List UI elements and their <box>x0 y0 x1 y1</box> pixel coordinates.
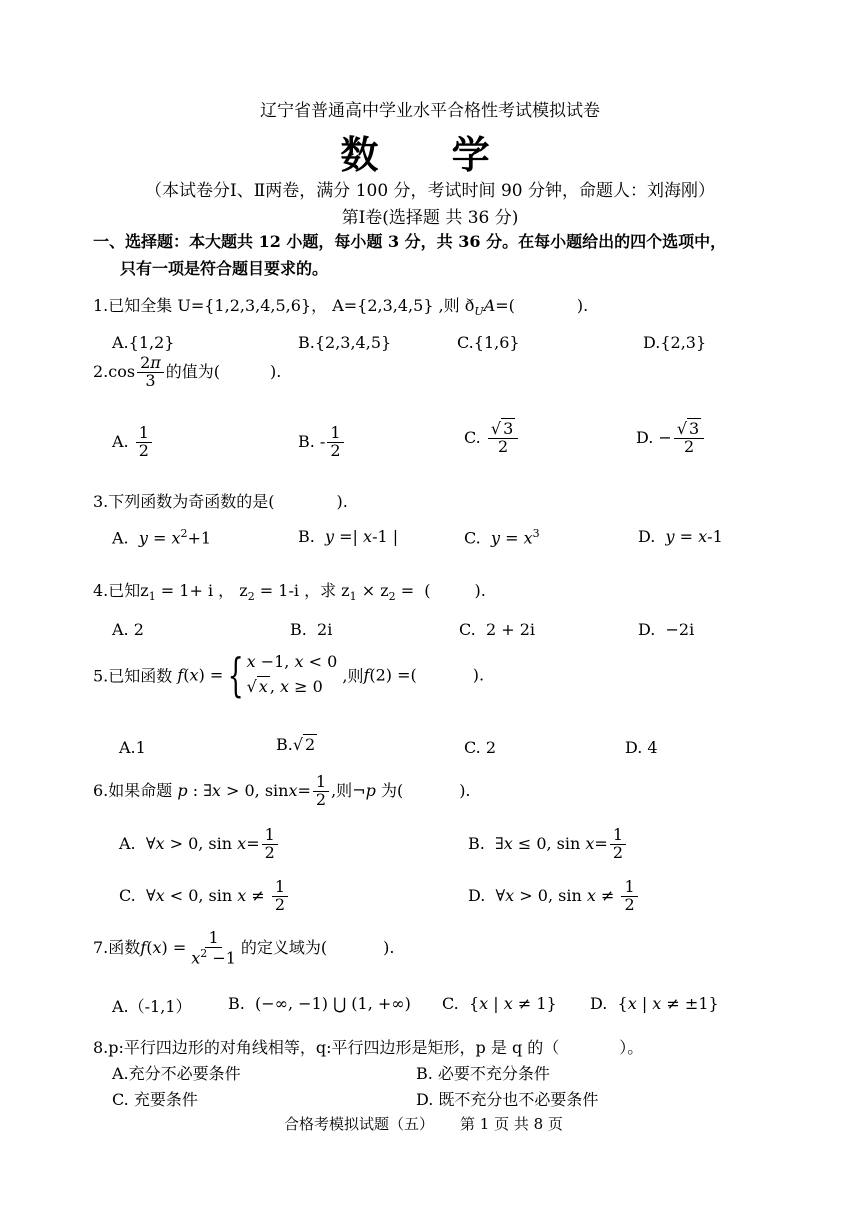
question-1-stem: 1.已知全集 U={1,2,3,4,5,6}， A={2,3,4,5} ,则 $ð_UA=$( ). <box>93 296 589 319</box>
q5-option-d: D. 4 <box>625 738 658 757</box>
q2-option-a: A. $\frac{1}{2}$ <box>112 425 154 460</box>
q5-option-a: A.1 <box>119 738 146 757</box>
question-3-stem: 3.下列函数为奇函数的是( ). <box>93 492 348 511</box>
q4-option-c: C. 2 + 2i <box>459 620 535 639</box>
complement-expression: $ð_UA$ <box>464 296 496 319</box>
q7-option-c: C. {x | x ≠ 1} <box>442 994 557 1013</box>
section-heading-line1: 一、选择题：本大题共 12 小题，每小题 3 分，共 36 分。在每小题给出的四个选项中， <box>93 232 727 251</box>
q1-option-b: B.{2,3,4,5} <box>298 333 392 352</box>
question-4-stem: 4.已知$z_1 = 1+ i$ ， $z_2 = 1-i$ ，求 $z_1 \times z_2$ = ( ). <box>93 581 486 604</box>
q2-option-c: C. $\frac{√ 3}{2}$ <box>464 421 520 456</box>
q3-option-c: C. $y = x^3$ <box>464 527 540 548</box>
q2-option-d: D. − $\frac{√ 3}{2}$ <box>636 421 706 456</box>
part-title: 第Ⅰ卷(选择题 共 36 分) <box>341 208 519 228</box>
q4-option-a: A. 2 <box>112 620 144 639</box>
q6-option-a: A. ∀x > 0, sin x= $\frac{1}{2}$ <box>119 827 280 862</box>
q3-option-b: B. y =| x-1 | <box>298 527 399 546</box>
q7-option-a: A.（-1,1） <box>112 997 192 1016</box>
q6-option-c: C. ∀x < 0, sin x ≠ $\frac{1}{2}$ <box>119 879 290 914</box>
q5-option-c: C. 2 <box>464 738 497 757</box>
question-7-stem: 7.函数f(x) = $\frac{1}{x^2 -1}$ 的定义域为( ). <box>93 928 395 968</box>
exam-info: （本试卷分Ⅰ、Ⅱ两卷，满分 100 分，考试时间 90 分钟，命题人：刘海刚） <box>145 181 715 201</box>
q1-option-c: C.{1,6} <box>457 333 520 352</box>
q1-option-d: D.{2,3} <box>643 333 707 352</box>
question-8-stem: 8.p:平行四边形的对角线相等，q:平行四边形是矩形，p 是 q 的（ ）。 <box>93 1038 644 1057</box>
q3-option-a: A. $y = x^2+1$ <box>112 527 212 548</box>
section-heading-line2: 只有一项是符合题目要求的。 <box>120 259 329 278</box>
q6-option-b: B. ∃x ≤ 0, sin x= $\frac{1}{2}$ <box>468 827 628 862</box>
q3-option-d: D. y = x-1 <box>638 527 723 546</box>
question-5-stem: 5.已知函数 f(x) ={ x −1, x < 0 √ x , x ≥ 0 ,则f(2) =( ). <box>93 647 485 702</box>
q8-option-b: B. 必要不充分条件 <box>416 1064 550 1083</box>
q5-option-b: B.√ 2 <box>276 735 316 754</box>
q2-option-b: B. - $\frac{1}{2}$ <box>298 425 346 460</box>
q4-option-d: D. −2i <box>638 620 695 639</box>
q4-option-b: B. 2i <box>290 620 333 639</box>
cos-expression: cos $\frac{2\pi}{3}$ <box>108 362 166 381</box>
q1-option-a: A.{1,2} <box>112 333 175 352</box>
q6-option-d: D. ∀x > 0, sin x ≠ $\frac{1}{2}$ <box>468 879 640 914</box>
footer-exam-name: 合格考模拟试题（五） <box>284 1115 435 1133</box>
q8-option-c: C. 充要条件 <box>112 1090 198 1109</box>
q7-option-b: B. (−∞, −1) ⋃ (1, +∞) <box>228 994 411 1013</box>
question-6-stem: 6.如果命题 p : ∃x > 0, sinx= $\frac{1}{2}$ ,则¬p 为( ). <box>93 772 471 809</box>
q7-option-d: D. {x | x ≠ ±1} <box>590 994 719 1013</box>
question-2-stem: 2.cos $\frac{2\pi}{3}$ 的值为( ). <box>93 353 282 390</box>
footer-page-number: 第 1 页 共 8 页 <box>460 1115 563 1133</box>
q8-option-a: A.充分不必要条件 <box>112 1064 241 1083</box>
q8-option-d: D. 既不充分也不必要条件 <box>416 1090 599 1109</box>
exam-title: 辽宁省普通高中学业水平合格性考试模拟试卷 <box>260 101 600 121</box>
subject-title: 数 学 <box>340 132 520 177</box>
